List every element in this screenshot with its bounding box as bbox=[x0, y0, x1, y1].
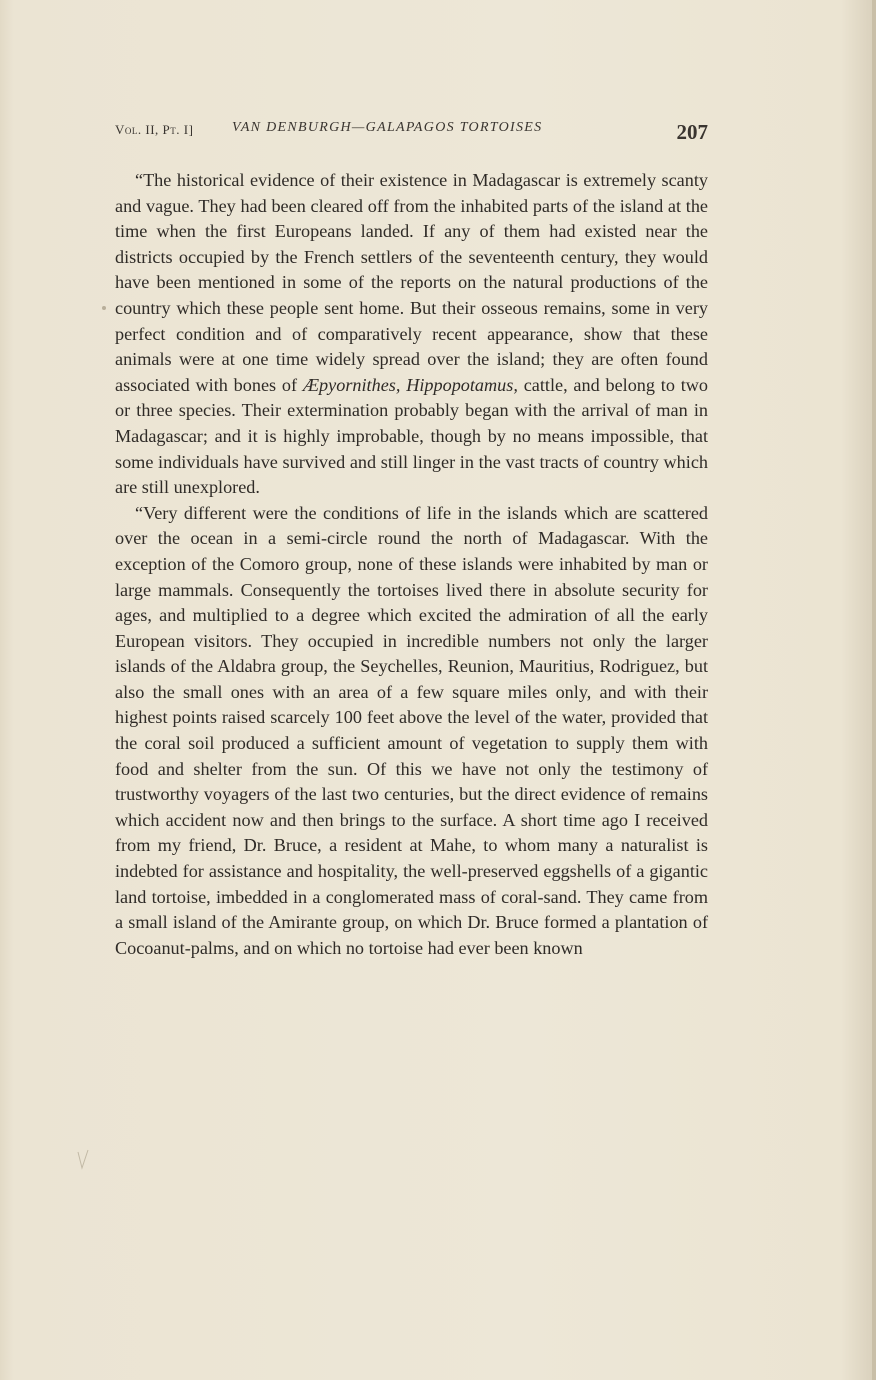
margin-dot bbox=[102, 306, 106, 310]
running-title: VAN DENBURGH—GALAPAGOS TORTOISES bbox=[232, 120, 543, 135]
body-text bbox=[115, 168, 708, 961]
volume-reference: Vol. II, Pt. I] bbox=[115, 122, 194, 137]
paragraph-2: “Very different were the conditions of life in the islands which are scattered over the ocean in a semi-circle round the north of Madagascar. With the exception of the Comoro group, none of these islands were inhabited by man or large mammals. Consequently the tortoises lived there in absolute security for ages, and multiplied to a degree which excited the admiration of all the early European visitors. They occupied in incredible numbers not only the larger islands of the Aldabra group, the Seychelles, Reunion, Mauritius, Rodriguez, but also the small ones with an area of a few square miles only, and with their highest points raised scarcely 100 feet above the level of the water, provided that the coral soil produced a sufficient amount of vegetation to supply them with food and shelter from the sun. Of this we have not only the testimony of trustworthy voyagers of the last two centuries, but the direct evidence of remains which accident now and then brings to the surface. A short time ago I received from my friend, Dr. Bruce, a resident at Mahe, to whom many a naturalist is indebted for assistance and hospitality, the well-preserved eggshells of a gigantic land tortoise, imbedded in a conglomerated mass of coral-sand. They came from a small island of the Amirante group, on which Dr. Bruce formed a plantation of Cocoanut-palms, and on which no tortoise had ever been known bbox=[115, 502, 708, 958]
page-edge bbox=[872, 0, 876, 1380]
genus-hippopotamus: Hippopotamus, bbox=[406, 374, 518, 395]
genus-aepyornithes: Æpyornithes, bbox=[302, 374, 401, 395]
paragraph-1 bbox=[115, 168, 708, 501]
page-number: 207 bbox=[676, 120, 708, 144]
pencil-mark-icon bbox=[76, 1148, 90, 1170]
paragraph-1-text-a: “The historical evidence of their existence in Madagascar is extremely scanty and vague. They had been cleared off from the inhabited parts of the island at the time when the first Europeans landed. If any of them had existed near the districts occupied by the French settlers of the seventeenth century, they would have been mentioned in some of the reports on the natural productions of the country which these people sent home. But their osseous remains, some in very perfect condition and of comparatively recent appearance, show that these animals were at one time widely spread over the island; they are often found associated with bones of bbox=[115, 170, 708, 395]
running-header bbox=[115, 120, 708, 144]
paragraph-1-text-b: cattle, and belong to two or three species. Their extermination probably began with the arrival of man in Madagascar; and it is highly improbable, though by no means impossible, that some individuals have survived and still linger in the vast tracts of country which are still unexplored. bbox=[115, 374, 709, 498]
